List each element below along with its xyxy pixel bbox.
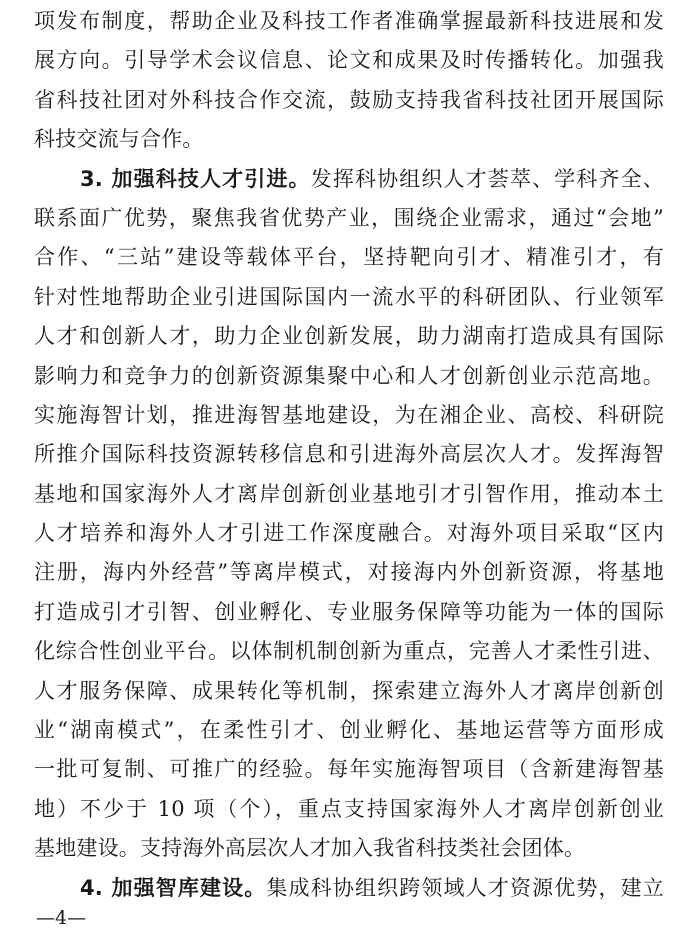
- section-heading-talent: 3. 加强科技人才引进。: [80, 166, 311, 191]
- paragraph-line: 化综合性创业平台。以体制机制创新为重点，完善人才柔性引进、: [34, 639, 664, 664]
- paragraph-line: 人才服务保障、成果转化等机制，探索建立海外人才离岸创新创: [34, 678, 664, 703]
- paragraph-line: 联系面广优势，聚焦我省优势产业，围绕企业需求，通过“会地”: [34, 205, 664, 230]
- paragraph-line: 基地和国家海外人才离岸创新创业基地引才引智作用，推动本土: [34, 481, 664, 506]
- paragraph-line: 省科技社团对外科技合作交流，鼓励支持我省科技社团开展国际: [34, 87, 664, 112]
- page-number: —4—: [36, 907, 87, 929]
- paragraph-line: 所推介国际科技资源转移信息和引进海外高层次人才。发挥海智: [34, 442, 664, 467]
- body-text: [34, 2, 664, 908]
- paragraph-line: 合作、“三站”建设等载体平台，坚持靶向引才、精准引才，有: [34, 245, 664, 270]
- paragraph-line: 科技交流与合作。: [34, 127, 204, 152]
- paragraph-line: 项发布制度，帮助企业及科技工作者准确掌握最新科技进展和发: [34, 9, 664, 33]
- paragraph-line: 打造成引才引智、创业孵化、专业服务保障等功能为一体的国际: [34, 599, 664, 624]
- paragraph-line: 人才培养和海外人才引进工作深度融合。对海外项目采取“区内: [34, 521, 664, 546]
- paragraph-first-line: [34, 160, 664, 199]
- section-heading-think-tank: 4. 加强智库建设。: [80, 875, 267, 900]
- paragraph-line: 人才和创新人才，助力企业创新发展，助力湖南打造成具有国际: [34, 324, 664, 349]
- paragraph-line: 一批可复制、可推广的经验。每年实施海智项目（含新建海智基: [34, 757, 664, 782]
- paragraph-line: 针对性地帮助企业引进国际国内一流水平的科研团队、行业领军: [34, 284, 664, 309]
- paragraph-line: 基地建设。支持海外高层次人才加入我省科技类社会团体。: [34, 836, 586, 861]
- paragraph-line: 影响力和竞争力的创新资源集聚中心和人才创新创业示范高地。: [34, 363, 664, 388]
- paragraph-text: 发挥科协组织人才荟萃、学科齐全、: [310, 166, 664, 191]
- paragraph-line: 实施海智计划，推进海智基地建设，为在湘企业、高校、科研院: [34, 402, 664, 427]
- paragraph-line: 展方向。引导学术会议信息、论文和成果及时传播转化。加强我: [34, 48, 664, 73]
- paragraph-first-line: [34, 869, 664, 908]
- paragraph-line: 地）不少于 10 项（个），重点支持国家海外人才离岸创新创业: [34, 796, 664, 821]
- paragraph-text: 集成科协组织跨领域人才资源优势，建立: [266, 875, 664, 900]
- paragraph-line: 注册，海内外经营”等离岸模式，对接海内外创新资源，将基地: [34, 560, 664, 585]
- paragraph-line: 业“湖南模式”，在柔性引才、创业孵化、基地运营等方面形成: [34, 718, 664, 743]
